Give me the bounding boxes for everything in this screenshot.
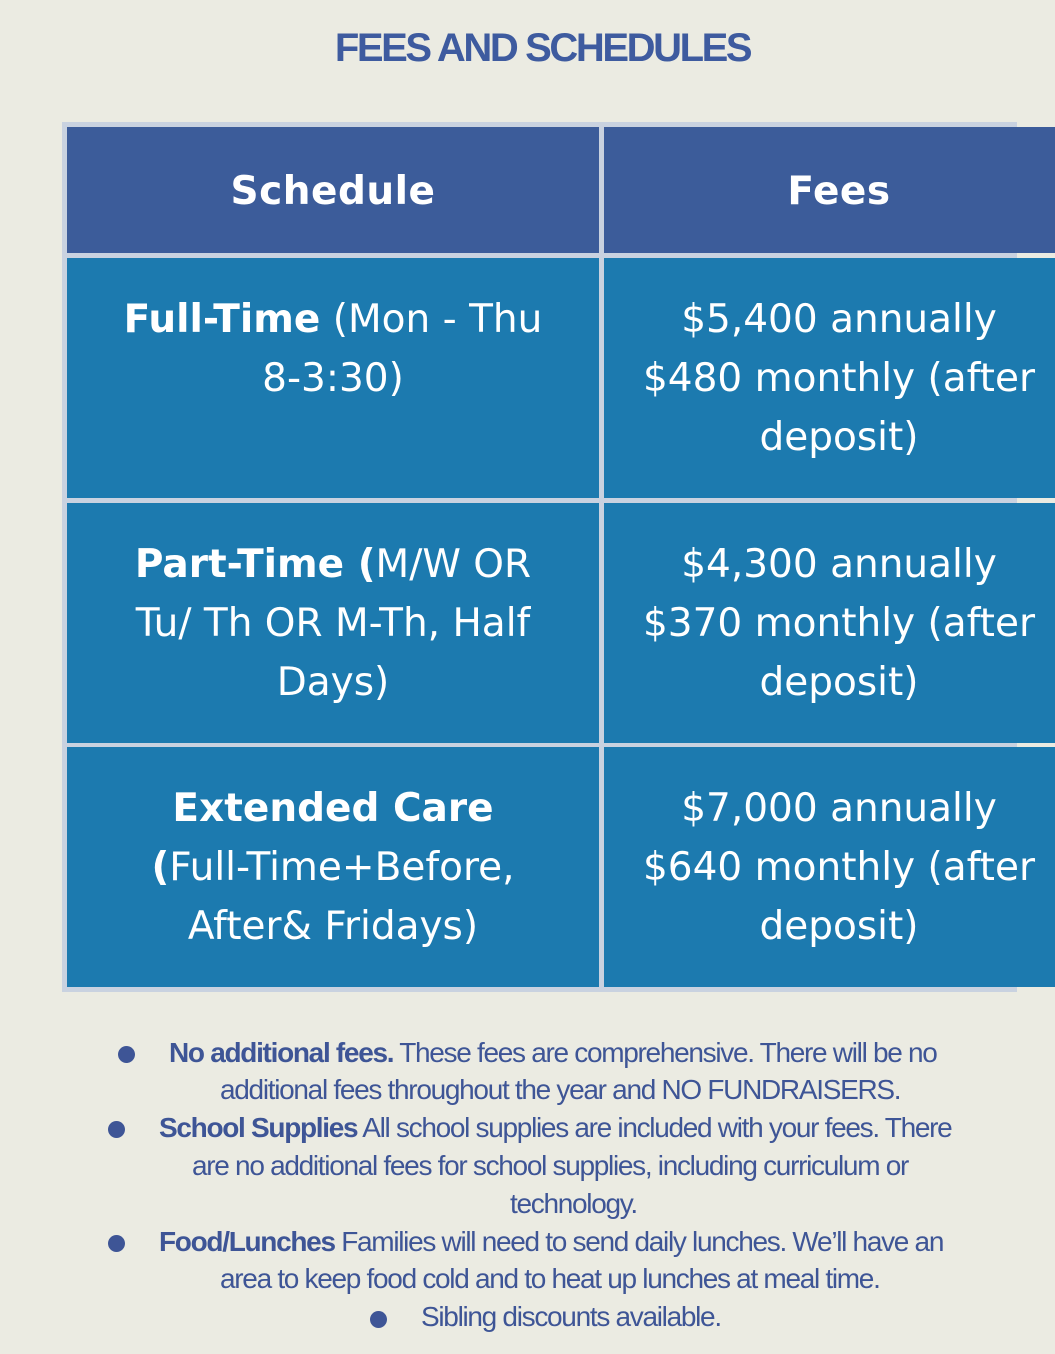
schedule-line [93, 290, 573, 349]
annual-fee: $4,300 annually [681, 542, 997, 587]
schedule-header: Schedule [67, 127, 599, 253]
schedule-line: Days) [276, 660, 390, 705]
note-line [159, 1223, 943, 1261]
schedule-cell-full-time [67, 258, 599, 498]
note-text: All school supplies are included with your fees. There [357, 1112, 952, 1143]
monthly-fee: $480 monthly (after [642, 356, 1036, 401]
page-title: FEES AND SCHEDULES [334, 26, 751, 70]
note-text: These fees are comprehensive. There will be no [393, 1037, 937, 1068]
annual-fee: $5,400 annually [681, 297, 997, 342]
monthly-fee: $370 monthly (after [642, 601, 1036, 646]
bullet-icon [108, 1235, 125, 1252]
monthly-fee: $640 monthly (after [642, 845, 1036, 890]
schedule-line: 8-3:30) [262, 356, 404, 401]
deposit-note: deposit) [759, 904, 919, 949]
note-text: Families will need to send daily lunches. We’ll have an [334, 1226, 944, 1257]
schedule-line: Tu/ Th OR M-Th, Half [135, 601, 531, 646]
note-line: are no additional fees for school supplies, including curriculum or [192, 1150, 909, 1181]
bullet-icon [108, 1121, 125, 1138]
schedule-name: Full-Time [123, 297, 321, 342]
schedule-line [93, 779, 573, 838]
bullet-icon [118, 1046, 135, 1063]
note-line: Sibling discounts available. [421, 1301, 721, 1332]
fees-header: Fees [604, 127, 1055, 253]
schedule-name: Part-Time ( [134, 542, 376, 587]
deposit-note: deposit) [759, 415, 919, 460]
note-line: additional fees throughout the year and NO FUNDRAISERS. [220, 1074, 901, 1105]
schedule-cell-part-time [67, 503, 599, 743]
schedule-detail: Full-Time+Before, [169, 845, 515, 890]
note-label: Food/Lunches [159, 1226, 335, 1257]
fees-cell-full-time [604, 258, 1055, 498]
fees-table [62, 122, 1036, 992]
annual-fee: $7,000 annually [681, 786, 997, 831]
note-line: technology. [510, 1188, 637, 1219]
schedule-line [93, 838, 573, 897]
note-label: School Supplies [159, 1112, 358, 1143]
schedule-detail: M/W OR [375, 542, 532, 587]
deposit-note: deposit) [759, 660, 919, 705]
schedule-line [93, 535, 573, 594]
note-line [159, 1109, 951, 1147]
note-line: area to keep food cold and to heat up lunches at meal time. [220, 1263, 880, 1294]
fees-cell-part-time [604, 503, 1055, 743]
note-label: No additional fees. [169, 1037, 394, 1068]
schedule-name: Extended Care [172, 786, 494, 831]
schedule-cell-extended-care [67, 747, 599, 987]
schedule-line: After& Fridays) [187, 904, 479, 949]
note-line [169, 1034, 937, 1072]
bullet-icon [370, 1311, 387, 1328]
schedule-detail: (Mon - Thu [320, 297, 543, 342]
schedule-paren: ( [151, 845, 170, 890]
fees-cell-extended-care [604, 747, 1055, 987]
